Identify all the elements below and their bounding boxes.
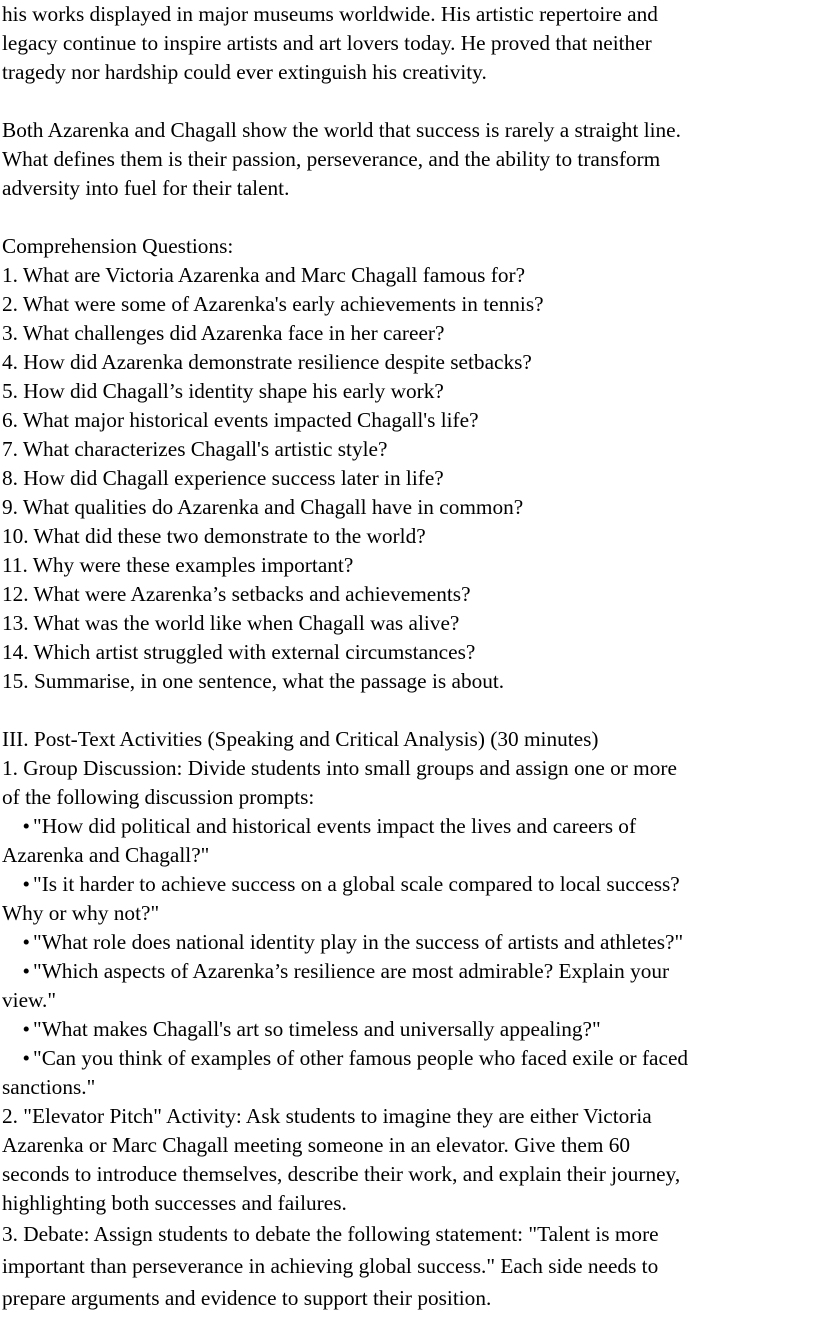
discussion-prompt [2,870,816,928]
debate-line: 3. Debate: Assign students to debate the following statement: "Talent is more [2,1222,659,1246]
prompt-text: "Can you think of examples of other famous people who faced exile or faced [33,1046,689,1070]
elevator-pitch-line: seconds to introduce themselves, describe their work, and explain their journey, [2,1162,681,1186]
comprehension-section [2,232,816,696]
prompt-text: "Is it harder to achieve success on a global scale compared to local success? [33,872,680,896]
conclusion-line: Both Azarenka and Chagall show the world that success is rarely a straight line. [2,118,681,142]
question-item: 8. How did Chagall experience success later in life? [2,466,444,490]
question-item: 15. Summarise, in one sentence, what the passage is about. [2,669,505,693]
question-item: 2. What were some of Azarenka's early achievements in tennis? [2,292,544,316]
paragraph-gap [2,87,816,116]
conclusion-line: adversity into fuel for their talent. [2,176,290,200]
discussion-prompt [2,957,816,1015]
elevator-pitch-line: highlighting both successes and failures. [2,1191,347,1215]
prompt-continuation: Azarenka and Chagall?" [2,843,210,867]
conclusion-paragraph [2,116,816,203]
intro-line: tragedy nor hardship could ever extinguish his creativity. [2,60,487,84]
discussion-prompt [2,928,816,957]
intro-paragraph [2,0,816,87]
intro-line: his works displayed in major museums worldwide. His artistic repertoire and [2,2,658,26]
debate-line: important than perseverance in achieving global success." Each side needs to [2,1254,659,1278]
prompt-continuation: view." [2,988,57,1012]
discussion-prompt [2,812,816,870]
post-text-section [2,725,816,1314]
elevator-pitch-line: Azarenka or Marc Chagall meeting someone in an elevator. Give them 60 [2,1133,631,1157]
question-item: 12. What were Azarenka’s setbacks and achievements? [2,582,471,606]
prompt-text: "What role does national identity play in the success of artists and athletes?" [33,930,684,954]
bullet-icon: • [22,959,30,983]
conclusion-line: What defines them is their passion, perseverance, and the ability to transform [2,147,661,171]
elevator-pitch-line: 2. "Elevator Pitch" Activity: Ask students to imagine they are either Victoria [2,1104,652,1128]
bullet-icon: • [22,1046,30,1070]
question-item: 9. What qualities do Azarenka and Chagall have in common? [2,495,524,519]
bullet-icon: • [22,872,30,896]
bullet-icon: • [22,930,30,954]
paragraph-gap [2,696,816,725]
question-item: 6. What major historical events impacted Chagall's life? [2,408,479,432]
group-discussion-line: 1. Group Discussion: Divide students into small groups and assign one or more [2,756,677,780]
bullet-icon: • [22,814,30,838]
prompt-continuation: sanctions." [2,1075,96,1099]
paragraph-gap [2,203,816,232]
comprehension-heading: Comprehension Questions: [2,234,234,258]
debate-line: prepare arguments and evidence to support their position. [2,1286,492,1310]
question-item: 1. What are Victoria Azarenka and Marc Chagall famous for? [2,263,526,287]
question-item: 3. What challenges did Azarenka face in her career? [2,321,445,345]
group-discussion-line: of the following discussion prompts: [2,785,315,809]
prompt-text: "Which aspects of Azarenka’s resilience are most admirable? Explain your [33,959,670,983]
bullet-icon: • [22,1017,30,1041]
post-text-heading: III. Post-Text Activities (Speaking and Critical Analysis) (30 minutes) [2,727,599,751]
prompt-text: "How did political and historical events impact the lives and careers of [33,814,637,838]
question-item: 5. How did Chagall’s identity shape his early work? [2,379,444,403]
prompt-continuation: Why or why not?" [2,901,160,925]
intro-line: legacy continue to inspire artists and art lovers today. He proved that neither [2,31,652,55]
question-item: 13. What was the world like when Chagall was alive? [2,611,460,635]
debate-activity [2,1218,816,1314]
discussion-prompt [2,1044,816,1102]
question-item: 14. Which artist struggled with external circumstances? [2,640,476,664]
discussion-prompt [2,1015,816,1044]
group-discussion-activity [2,754,816,1102]
elevator-pitch-activity [2,1102,816,1218]
question-item: 7. What characterizes Chagall's artistic style? [2,437,388,461]
prompt-text: "What makes Chagall's art so timeless and universally appealing?" [33,1017,601,1041]
question-item: 10. What did these two demonstrate to the world? [2,524,426,548]
question-item: 11. Why were these examples important? [2,553,354,577]
question-item: 4. How did Azarenka demonstrate resilience despite setbacks? [2,350,532,374]
